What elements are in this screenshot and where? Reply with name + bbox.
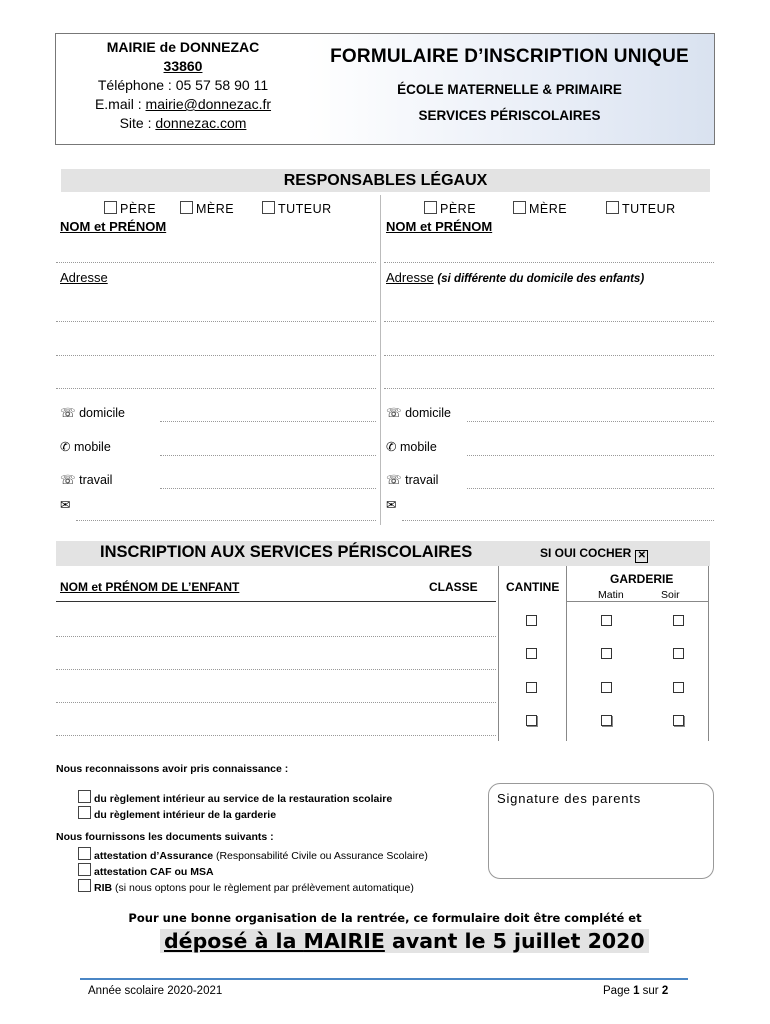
mairie-name: MAIRIE de DONNEZAC	[106, 39, 260, 55]
soir-checkbox[interactable]	[673, 648, 684, 659]
docs-intro: Nous fournissons les documents suivants :	[56, 831, 274, 843]
email-prefix: E.mail :	[94, 96, 146, 112]
checkbox-icon[interactable]	[78, 879, 91, 892]
garderie-header: GARDERIE	[610, 572, 674, 586]
parent2-address-line[interactable]	[384, 388, 714, 389]
parent1-domicile-field[interactable]	[160, 421, 376, 422]
checkbox-icon[interactable]	[424, 201, 437, 214]
checkbox-icon[interactable]	[78, 847, 91, 860]
form-subtitle-services: SERVICES PÉRISCOLAIRES	[418, 108, 601, 123]
parent1-address-line[interactable]	[56, 355, 376, 356]
mobile-phone-icon: ✆	[60, 440, 74, 454]
travail-label: travail	[79, 473, 113, 487]
child-row-line[interactable]	[56, 669, 496, 670]
doc-bold: RIB	[94, 882, 113, 894]
parent1-pere-option[interactable]	[104, 201, 156, 216]
phone-value: 05 57 58 90 11	[175, 77, 269, 93]
page-number	[603, 985, 668, 997]
parent1-mobile-field[interactable]	[160, 455, 376, 456]
form-title: FORMULAIRE D’INSCRIPTION UNIQUE	[330, 46, 689, 67]
soir-checkbox[interactable]	[673, 682, 684, 693]
parent1-address-label: Adresse	[60, 270, 108, 285]
parent1-tuteur-option[interactable]	[262, 201, 332, 216]
parent2-address-label	[386, 270, 644, 285]
column-line	[498, 566, 499, 741]
school-year: Année scolaire 2020-2021	[88, 985, 223, 997]
option-label: TUTEUR	[278, 202, 332, 216]
checkbox-icon[interactable]	[78, 790, 91, 803]
soir-checkbox[interactable]	[673, 715, 684, 726]
matin-checkbox[interactable]	[601, 615, 612, 626]
parent1-name-label: NOM et PRÉNOM	[60, 219, 167, 234]
child-row-line[interactable]	[56, 636, 496, 637]
mobile-phone-icon: ✆	[386, 440, 400, 454]
option-label: MÈRE	[196, 202, 235, 216]
deadline-highlight	[160, 929, 649, 953]
domicile-label: domicile	[79, 406, 125, 420]
mobile-label: mobile	[399, 440, 437, 454]
doc-bold: attestation d’Assurance	[94, 850, 214, 862]
parent2-pere-option[interactable]	[424, 201, 476, 216]
phone-icon: ☏	[386, 406, 406, 420]
doc-rest: (si nous optons pour le règlement par prélèvement automatique)	[112, 882, 414, 894]
domicile-label: domicile	[405, 406, 451, 420]
acknowledge-intro: Nous reconnaissons avoir pris connaissance :	[56, 763, 289, 775]
doc-assurance[interactable]	[78, 847, 428, 862]
parent2-mobile	[386, 439, 437, 454]
phone-prefix: Téléphone :	[97, 77, 176, 93]
parent2-mere-option[interactable]	[513, 201, 567, 216]
checkbox-icon[interactable]	[78, 863, 91, 876]
checked-box-icon: ✕	[635, 550, 648, 563]
option-label: TUTEUR	[622, 202, 676, 216]
cantine-checkbox[interactable]	[526, 682, 537, 693]
parent2-travail-field[interactable]	[467, 488, 714, 489]
ack-item-restauration[interactable]	[78, 790, 392, 805]
cantine-header: CANTINE	[506, 580, 560, 594]
doc-caf[interactable]	[78, 863, 214, 878]
ack-item-garderie[interactable]	[78, 806, 276, 821]
page-current: 1	[633, 985, 640, 997]
travail-label: travail	[405, 473, 439, 487]
title-block	[305, 34, 714, 144]
matin-checkbox[interactable]	[601, 648, 612, 659]
mairie-contact	[56, 34, 310, 144]
site-line	[56, 114, 310, 133]
deadline-part1: déposé à la	[164, 929, 304, 953]
parent2-address-line[interactable]	[384, 355, 714, 356]
checkbox-icon[interactable]	[78, 806, 91, 819]
parent2-mobile-field[interactable]	[467, 455, 714, 456]
parent2-domicile-field[interactable]	[467, 421, 714, 422]
option-label: PÈRE	[440, 202, 477, 216]
form-subtitle-school: ÉCOLE MATERNELLE & PRIMAIRE	[397, 82, 622, 97]
check-hint	[540, 546, 648, 563]
parent1-address-line[interactable]	[56, 388, 376, 389]
classe-header: CLASSE	[429, 580, 478, 594]
checkbox-icon[interactable]	[262, 201, 275, 214]
parent1-travail-field[interactable]	[160, 488, 376, 489]
cantine-checkbox[interactable]	[526, 715, 537, 726]
ack-item-text: du règlement intérieur au service de la restauration scolaire	[94, 793, 393, 805]
parent2-travail	[386, 472, 438, 487]
parent2-tuteur-option[interactable]	[606, 201, 676, 216]
checkbox-icon[interactable]	[606, 201, 619, 214]
column-line	[566, 566, 567, 741]
email-line	[56, 95, 310, 114]
parent1-mobile	[60, 439, 111, 454]
email-envelope-icon: ✉	[60, 498, 71, 512]
address-label-text: Adresse	[386, 270, 434, 285]
postcode: 33860	[163, 58, 203, 74]
signature-label: Signature des parents	[497, 791, 641, 806]
check-hint-text: SI OUI COCHER	[540, 546, 632, 560]
matin-checkbox[interactable]	[601, 682, 612, 693]
checkbox-icon[interactable]	[180, 201, 193, 214]
parent1-mere-option[interactable]	[180, 201, 234, 216]
parent1-travail	[60, 472, 112, 487]
doc-rest: (Responsabilité Civile ou Assurance Scolaire)	[213, 850, 428, 862]
deadline-mairie: MAIRIE	[303, 929, 385, 953]
deadline-part2: avant le 5 juillet 2020	[384, 929, 645, 953]
phone-icon: ☏	[386, 473, 406, 487]
deadline-note: Pour une bonne organisation de la rentrée, ce formulaire doit être complété et	[128, 911, 642, 925]
page-mid: sur	[639, 985, 662, 997]
phone-icon: ☏	[60, 473, 80, 487]
option-label: MÈRE	[529, 202, 568, 216]
column-line	[708, 566, 709, 741]
ack-item-text: du règlement intérieur de la garderie	[94, 809, 277, 821]
child-row-line[interactable]	[56, 735, 496, 736]
matin-header: Matin	[598, 589, 624, 601]
section-title-services: INSCRIPTION AUX SERVICES PÉRISCOLAIRES	[100, 543, 473, 561]
parent2-name-field[interactable]	[384, 262, 714, 263]
parent2-domicile	[386, 405, 451, 420]
doc-rib[interactable]	[78, 879, 414, 894]
parent1-email-field[interactable]	[76, 520, 376, 521]
child-row-line[interactable]	[56, 702, 496, 703]
parent1-domicile	[60, 405, 125, 420]
parent2-name-label: NOM et PRÉNOM	[386, 219, 493, 234]
child-name-header: NOM et PRÉNOM DE L’ENFANT	[60, 580, 240, 594]
garderie-underline	[566, 601, 708, 602]
checkbox-icon[interactable]	[513, 201, 526, 214]
address-note: (si différente du domicile des enfants)	[437, 273, 645, 285]
matin-checkbox[interactable]	[601, 715, 612, 726]
section-title-responsables: RESPONSABLES LÉGAUX	[61, 169, 710, 192]
parent1-name-field[interactable]	[56, 262, 376, 263]
soir-checkbox[interactable]	[673, 615, 684, 626]
page-total: 2	[661, 985, 669, 997]
phone-icon: ☏	[60, 406, 80, 420]
column-divider	[380, 195, 381, 525]
cantine-checkbox[interactable]	[526, 615, 537, 626]
email-envelope-icon: ✉	[386, 498, 397, 512]
parent2-address-line[interactable]	[384, 321, 714, 322]
site-link[interactable]: donnezac.com	[155, 115, 247, 131]
footer-rule	[80, 978, 688, 980]
cantine-checkbox[interactable]	[526, 648, 537, 659]
checkbox-icon[interactable]	[104, 201, 117, 214]
header-underline	[56, 601, 496, 602]
phone-line	[56, 76, 310, 95]
mobile-label: mobile	[73, 440, 111, 454]
soir-header: Soir	[661, 589, 680, 601]
parent2-email-field[interactable]	[402, 520, 714, 521]
doc-bold: attestation CAF ou MSA	[94, 866, 214, 878]
option-label: PÈRE	[120, 202, 157, 216]
parent1-address-line[interactable]	[56, 321, 376, 322]
email-link[interactable]: mairie@donnezac.fr	[145, 96, 272, 112]
site-prefix: Site :	[119, 115, 156, 131]
page-prefix: Page	[603, 985, 634, 997]
